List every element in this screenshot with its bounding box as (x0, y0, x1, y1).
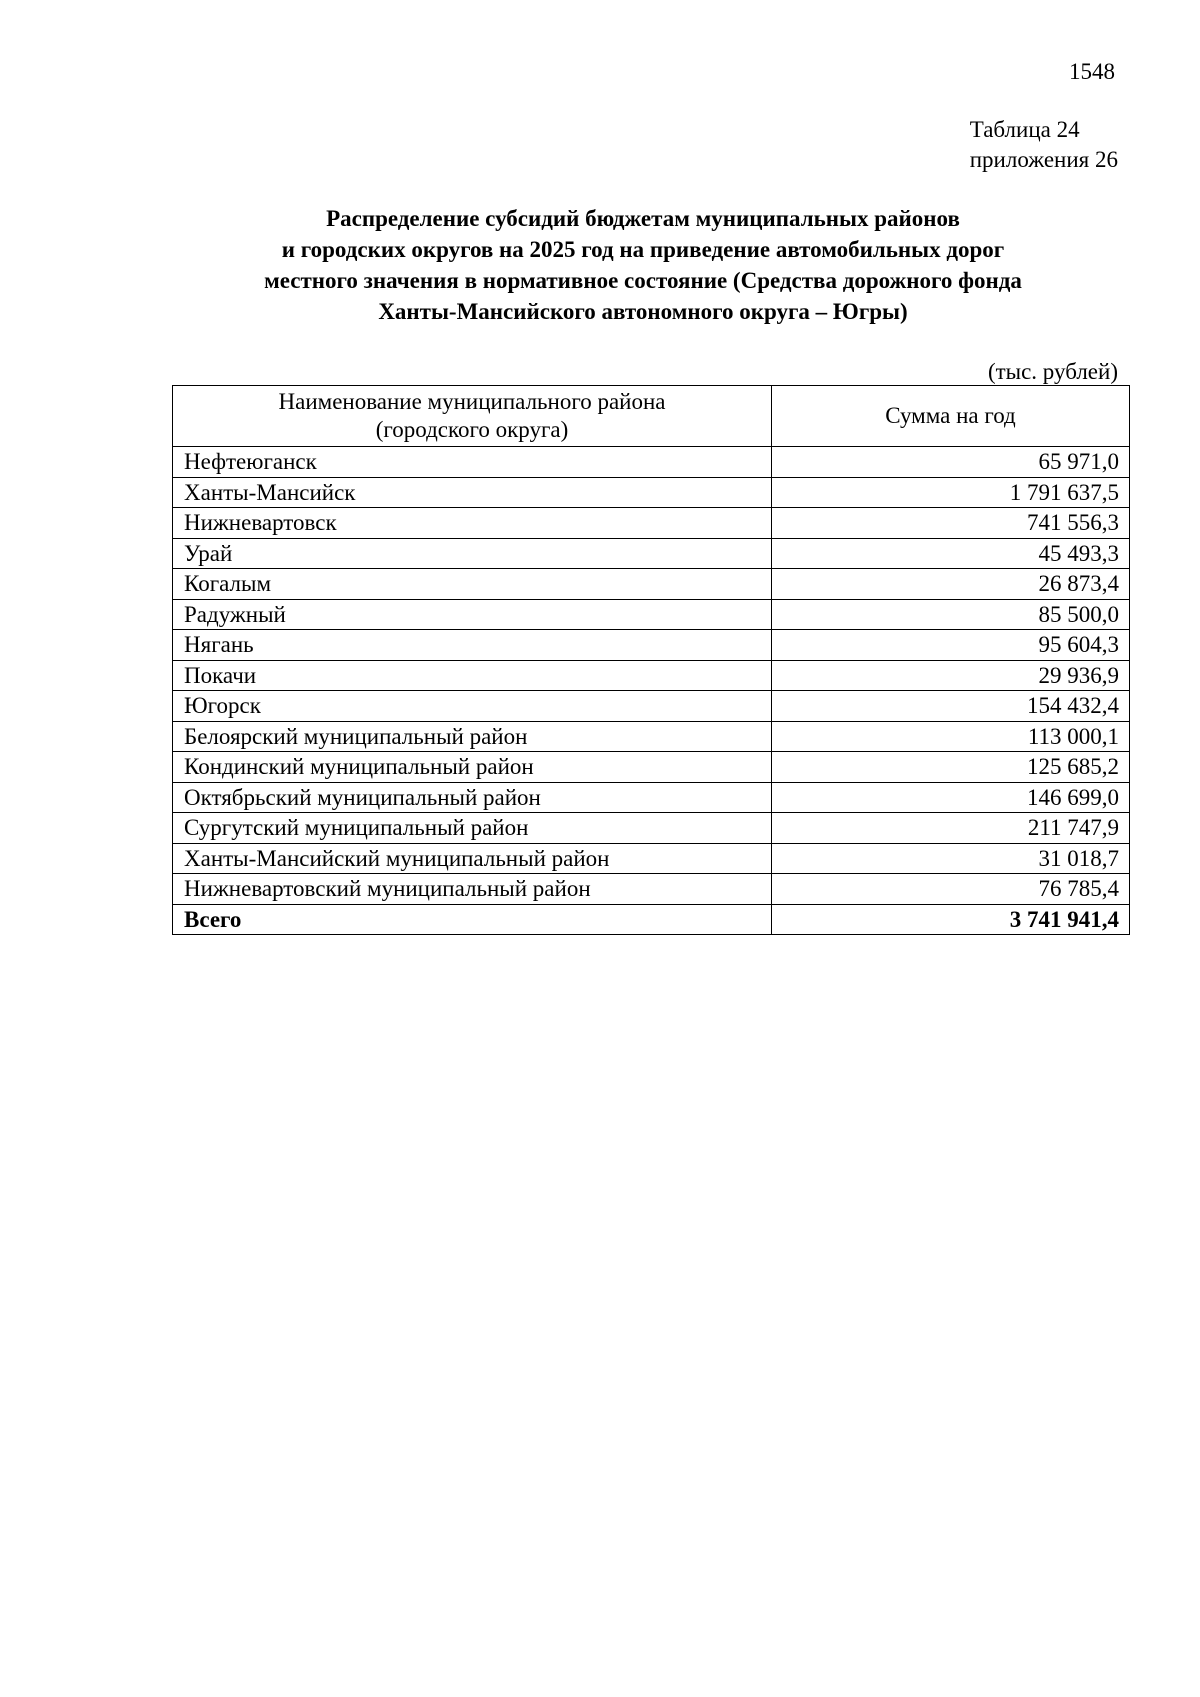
table-row (173, 813, 1130, 844)
row-value-cell: 154 432,4 (772, 691, 1130, 722)
row-value-cell: 26 873,4 (772, 569, 1130, 600)
table-reference (970, 115, 1118, 175)
row-name-cell: Урай (173, 538, 772, 569)
header-name-line-1: Наименование муниципального района (278, 389, 666, 414)
table-reference-line-2: приложения 26 (969, 147, 1118, 172)
row-name-cell: Ханты-Мансийский муниципальный район (173, 843, 772, 874)
subsidy-table (172, 385, 1130, 935)
table-row (173, 508, 1130, 539)
table-row (173, 569, 1130, 600)
header-name-line-2: (городского округа) (375, 417, 569, 442)
row-value-cell: 29 936,9 (772, 660, 1130, 691)
table-header-row (173, 386, 1130, 447)
table-row (173, 477, 1130, 508)
header-sum-column: Сумма на год (772, 386, 1130, 447)
table-row (173, 782, 1130, 813)
row-value-cell: 95 604,3 (772, 630, 1130, 661)
table-row (173, 752, 1130, 783)
table-row (173, 874, 1130, 905)
row-value-cell: 125 685,2 (772, 752, 1130, 783)
table-row (173, 843, 1130, 874)
table-row (173, 447, 1130, 478)
row-value-cell: 211 747,9 (772, 813, 1130, 844)
row-name-cell: Нижневартовский муниципальный район (173, 874, 772, 905)
title-line-1: Распределение субсидий бюджетам муниципальных районов (326, 206, 960, 231)
row-name-cell: Нягань (173, 630, 772, 661)
row-name-cell: Нижневартовск (173, 508, 772, 539)
table-body (173, 447, 1130, 935)
title-line-3: местного значения в нормативное состояние (Средства дорожного фонда (264, 268, 1022, 293)
total-value-cell: 3 741 941,4 (772, 904, 1130, 935)
table-total-row (173, 904, 1130, 935)
table-row (173, 630, 1130, 661)
title-line-4: Ханты-Мансийского автономного округа – Югры) (378, 299, 908, 324)
total-name-cell: Всего (173, 904, 772, 935)
title-line-2: и городских округов на 2025 год на приведение автомобильных дорог (281, 237, 1005, 262)
row-value-cell: 1 791 637,5 (772, 477, 1130, 508)
row-value-cell: 113 000,1 (772, 721, 1130, 752)
row-name-cell: Белоярский муниципальный район (173, 721, 772, 752)
row-name-cell: Радужный (173, 599, 772, 630)
header-name-column (173, 386, 772, 447)
row-value-cell: 31 018,7 (772, 843, 1130, 874)
row-value-cell: 146 699,0 (772, 782, 1130, 813)
row-value-cell: 45 493,3 (772, 538, 1130, 569)
row-name-cell: Покачи (173, 660, 772, 691)
row-value-cell: 76 785,4 (772, 874, 1130, 905)
document-title (160, 203, 1126, 327)
units-label: (тыс. рублей) (987, 359, 1118, 384)
row-name-cell: Ханты-Мансийск (173, 477, 772, 508)
table-row (173, 538, 1130, 569)
row-name-cell: Кондинский муниципальный район (173, 752, 772, 783)
row-value-cell: 85 500,0 (772, 599, 1130, 630)
table-row (173, 599, 1130, 630)
row-name-cell: Сургутский муниципальный район (173, 813, 772, 844)
page-number: 1548 (1069, 59, 1115, 84)
table-row (173, 691, 1130, 722)
row-value-cell: 65 971,0 (772, 447, 1130, 478)
table-row (173, 721, 1130, 752)
table-row (173, 660, 1130, 691)
row-name-cell: Нефтеюганск (173, 447, 772, 478)
row-value-cell: 741 556,3 (772, 508, 1130, 539)
row-name-cell: Октябрьский муниципальный район (173, 782, 772, 813)
row-name-cell: Югорск (173, 691, 772, 722)
row-name-cell: Когалым (173, 569, 772, 600)
table-reference-line-1: Таблица 24 (969, 117, 1080, 142)
